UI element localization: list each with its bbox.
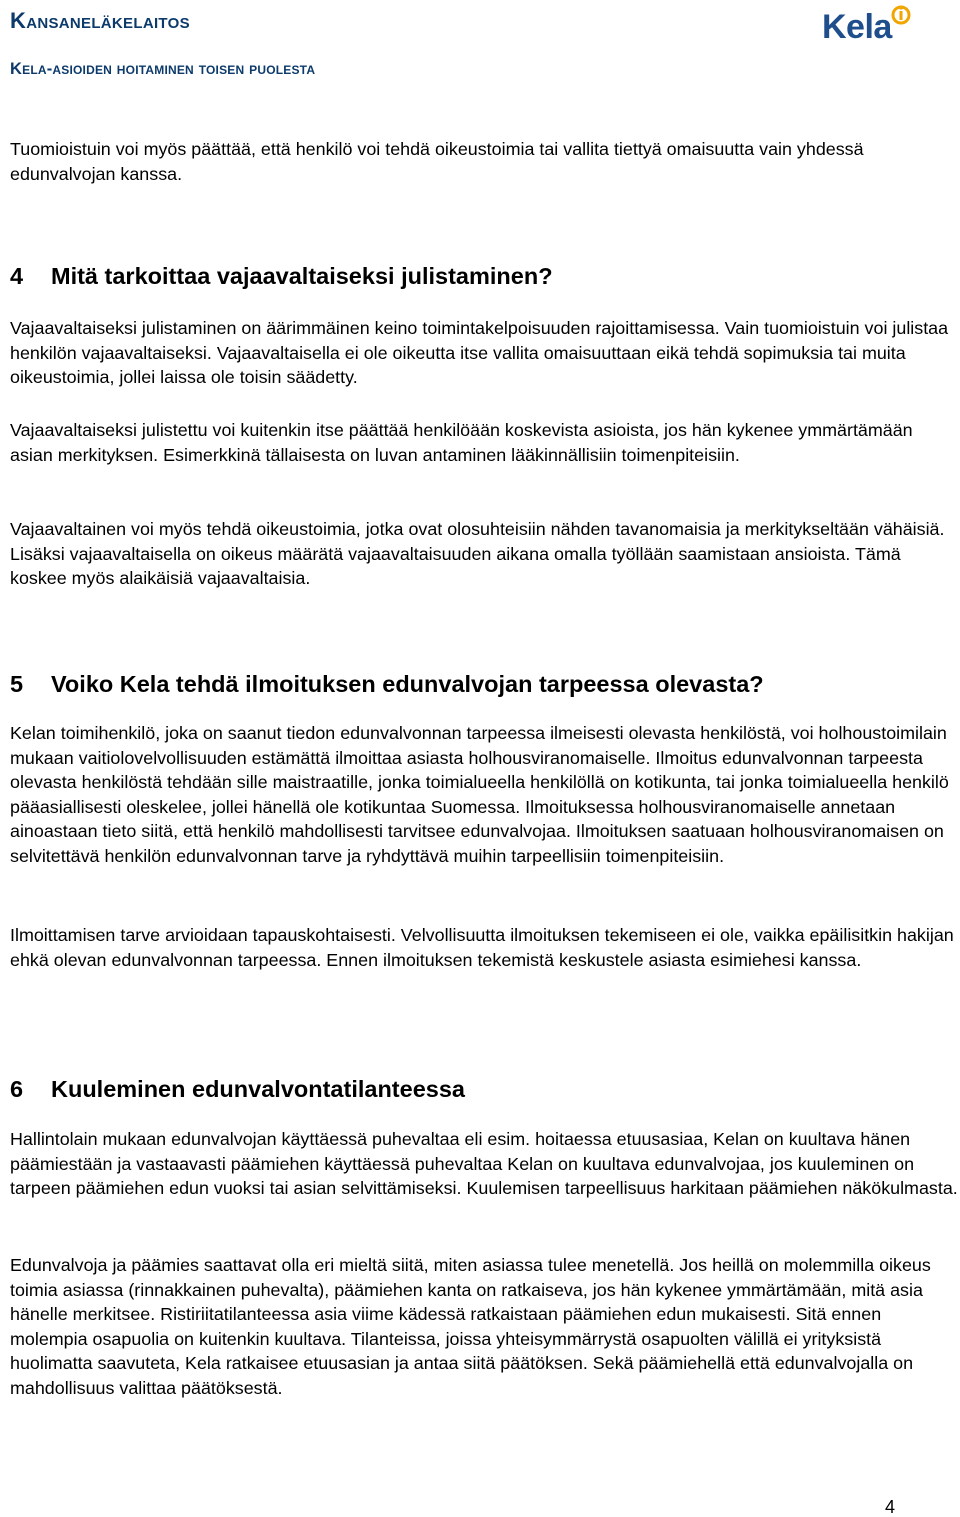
section-5-number: 5 (10, 671, 24, 697)
section-4-heading (10, 262, 958, 290)
page-number: 4 (885, 1497, 896, 1517)
section-4-title: Mitä tarkoittaa vajaavaltaiseksi julistaminen? (51, 263, 553, 289)
section-5-title: Voiko Kela tehdä ilmoituksen edunvalvojan tarpeessa olevasta? (51, 671, 764, 697)
section-6-number: 6 (10, 1076, 24, 1102)
logo-mark-icon (890, 4, 912, 28)
section-6-paragraph-1: Hallintolain mukaan edunvalvojan käyttäessä puhevaltaa eli esim. hoitaessa etuusasiaa, Kelan on kuultava hänen päämiestään ja vastaavasti päämiehen käyttäessä puhevaltaa Kelan on kuultava edunvalvojaa, jos kuuleminen on tarpeen päämiehen edun vuoksi tai asian selvittämiseksi. Kuulemisen tarpeellisuus harkitaan päämiehen näkökulmasta. (10, 1129, 958, 1198)
section-5-heading (10, 670, 958, 698)
section-4-number: 4 (10, 263, 24, 289)
section-6-paragraph-2: Edunvalvoja ja päämies saattavat olla eri mieltä siitä, miten asiassa tulee menetellä. Jos heillä on molemmilla oikeus toimia asiassa (rinnakkainen puhevalta), päämiehen kanta on ratkaiseva, jos hän kykenee ymmärtämään, mitä asia hänelle merkitsee. Ristiriitatilanteessa asia viime kädessä ratkaistaan päämiehen edun mukaisesti. Sitä ennen molempia osapuolia on kuitenkin kuultava. Tilanteissa, joissa yhteisymmärrystä osapuolten välillä ei yrityksistä huolimatta saavuteta, Kela ratkaisee etuusasian ja antaa siitä päätöksen. Sekä päämiehellä että edunvalvojalla on mahdollisuus valittaa päätöksestä. (10, 1255, 931, 1398)
intro-paragraph: Tuomioistuin voi myös päättää, että henkilö voi tehdä oikeustoimia tai vallita tiettyä omaisuutta vain yhdessä edunvalvojan kanssa. (10, 139, 864, 184)
kela-logo (822, 4, 914, 50)
document-subtitle: Kela-asioiden hoitaminen toisen puolesta (10, 60, 316, 78)
section-6-heading (10, 1075, 958, 1103)
logo-text: Kela (822, 8, 892, 46)
section-5-paragraph-1: Kelan toimihenkilö, joka on saanut tiedon edunvalvonnan tarpeessa ilmeisesti olevasta henkilöstä, voi holhoustoimilain mukaan vaitiolovelvollisuuden estämättä ilmoittaa asiasta holhousviranomaiselle. Ilmoitus edunvalvonnan tarpeesta olevasta henkilöstä tehdään sille maistraatille, jonka toimialueella henkilöllä on kotikunta, tai jonka toimialueella henkilö pääasiallisesti oleskelee, jollei hänellä ole kotikuntaa Suomessa. Ilmoituksessa holhousviranomaiselle annetaan ainoastaan tieto siitä, että henkilö mahdollisesti tarvitsee edunvalvojaa. Ilmoituksen saatuaan holhousviranomaisen on selvitettävä henkilön edunvalvonnan tarve ja ryhdyttävä muihin tarpeellisiin toimenpiteisiin. (10, 723, 949, 866)
organization-name: Kansaneläkelaitos (10, 8, 190, 33)
section-6-title: Kuuleminen edunvalvontatilanteessa (51, 1076, 465, 1102)
section-5-paragraph-2: Ilmoittamisen tarve arvioidaan tapauskohtaisesti. Velvollisuutta ilmoituksen tekemiseen ei ole, vaikka epäilisitkin hakijan ehkä olevan edunvalvonnan tarpeessa. Ennen ilmoituksen tekemistä keskustele asiasta esimiehesi kanssa. (10, 925, 954, 970)
section-4-paragraph-3: Vajaavaltainen voi myös tehdä oikeustoimia, jotka ovat olosuhteisiin nähden tavanomaisia ja merkitykseltään vähäisiä. Lisäksi vajaavaltaisella on oikeus määrätä vajaavaltaisuuden aikana omalla työllään saamistaan ansioista. Tämä koskee myös alaikäisiä vajaavaltaisia. (10, 519, 945, 588)
section-4-paragraph-2: Vajaavaltaiseksi julistettu voi kuitenkin itse päättää henkilöään koskevista asioista, jos hän kykenee ymmärtämään asian merkityksen. Esimerkkinä tällaisesta on luvan antaminen lääkinnällisiin toimenpiteisiin. (10, 420, 913, 465)
section-4-paragraph-1: Vajaavaltaiseksi julistaminen on äärimmäinen keino toimintakelpoisuuden rajoittamisessa. Vain tuomioistuin voi julistaa henkilön vajaavaltaiseksi. Vajaavaltaisella ei ole oikeutta itse vallita omaisuuttaan eikä tehdä sopimuksia tai muita oikeustoimia, jollei laissa ole toisin säädetty. (10, 318, 949, 387)
